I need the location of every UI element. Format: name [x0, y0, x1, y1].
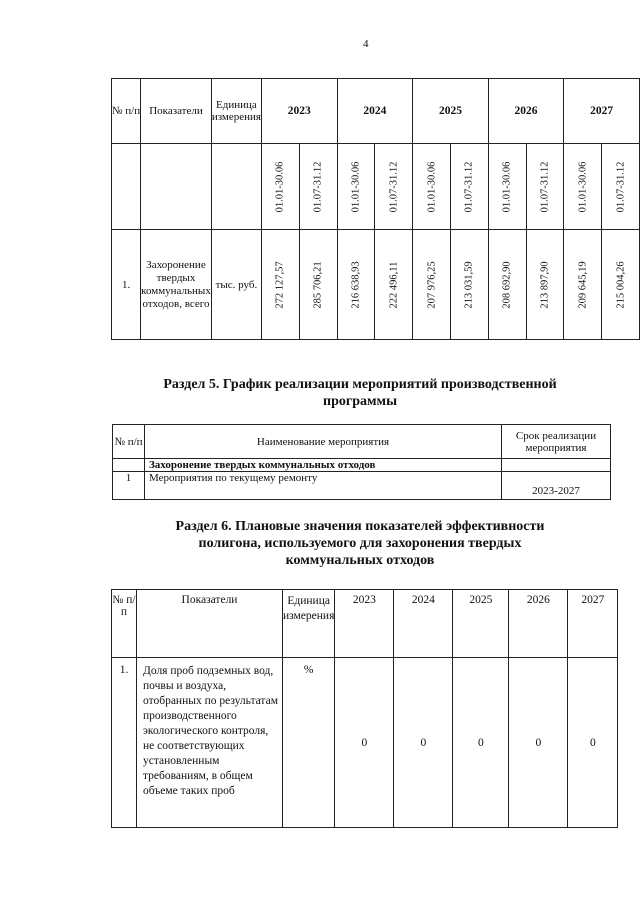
value-text: 222 496,11 — [388, 261, 400, 308]
period-cell — [413, 144, 451, 230]
empty-cell — [502, 459, 611, 472]
value-cell — [413, 230, 451, 340]
period-label: 01.01-30.06 — [426, 161, 438, 212]
value-cell — [375, 230, 413, 340]
period-label: 01.01-30.06 — [274, 161, 286, 212]
page-number: 4 — [363, 38, 369, 50]
col-num-header: № п/п — [112, 79, 141, 144]
row-num: 1. — [112, 658, 137, 828]
value-cell — [337, 230, 375, 340]
section6-title: Раздел 6. Плановые значения показателей эффективности полигона, используемого для захоронения твердых коммунальных отходов — [175, 519, 545, 568]
group-label: Захоронение твердых коммунальных отходов — [145, 459, 502, 472]
value-cell: 0 — [335, 658, 394, 828]
row-indicator: Захоронение твердых коммунальных отходов, всего — [141, 230, 212, 340]
year-header: 2023 — [261, 79, 337, 144]
col-unit-header: Единица измерения — [211, 79, 261, 144]
period-label: 01.07-31.12 — [615, 161, 627, 212]
empty-cell — [211, 144, 261, 230]
row-name: Мероприятия по текущему ремонту — [145, 472, 502, 500]
period-cell — [488, 144, 526, 230]
value-text: 207 976,25 — [426, 260, 438, 309]
value-text: 216 638,93 — [350, 260, 362, 309]
table-row — [112, 230, 640, 340]
value-cell — [299, 230, 337, 340]
row-unit: тыс. руб. — [211, 230, 261, 340]
value-cell — [602, 230, 640, 340]
year-header: 2023 — [335, 590, 394, 658]
value-cell: 0 — [394, 658, 453, 828]
year-header: 2024 — [394, 590, 453, 658]
period-cell — [299, 144, 337, 230]
schedule-table — [112, 424, 611, 500]
empty-cell — [113, 459, 145, 472]
period-label: 01.07-31.12 — [388, 161, 400, 212]
year-header: 2027 — [568, 590, 618, 658]
financial-needs-table — [111, 78, 640, 340]
period-label: 01.01-30.06 — [350, 161, 362, 212]
value-text: 285 706,21 — [312, 260, 324, 309]
year-header: 2025 — [413, 79, 489, 144]
period-cell — [450, 144, 488, 230]
period-cell — [337, 144, 375, 230]
table-row — [112, 658, 618, 828]
row-num: 1. — [112, 230, 141, 340]
col-term-header: Срок реализации мероприятия — [502, 425, 611, 459]
year-header: 2026 — [509, 590, 568, 658]
row-unit: % — [283, 658, 335, 828]
value-text: 272 127,57 — [274, 260, 286, 309]
section5-title: Раздел 5. График реализации мероприятий производственной программы — [163, 377, 557, 409]
period-label: 01.01-30.06 — [501, 161, 513, 212]
year-header: 2026 — [488, 79, 564, 144]
value-text: 215 004,26 — [615, 260, 627, 309]
year-header: 2024 — [337, 79, 413, 144]
empty-cell — [141, 144, 212, 230]
value-text: 209 645,19 — [577, 260, 589, 309]
row-term: 2023-2027 — [502, 472, 611, 500]
period-cell — [564, 144, 602, 230]
row-num: 1 — [113, 472, 145, 500]
empty-cell — [112, 144, 141, 230]
period-label: 01.07-31.12 — [539, 161, 551, 212]
col-name-header: Наименование мероприятия — [145, 425, 502, 459]
period-cell — [375, 144, 413, 230]
col-num-header: № п/п — [113, 425, 145, 459]
value-cell — [488, 230, 526, 340]
col-indicator-header: Показатели — [141, 79, 212, 144]
value-cell — [450, 230, 488, 340]
year-header: 2025 — [453, 590, 509, 658]
value-cell — [526, 230, 564, 340]
period-cell — [526, 144, 564, 230]
efficiency-table — [111, 589, 618, 828]
row-indicator: Доля проб подземных вод, почвы и воздуха, отобранных по результатам производственного экологического контроля, не соответствующих установленным требованиям, в общем объеме таких проб — [137, 658, 283, 828]
col-unit-header: Единица измерения — [283, 590, 335, 658]
value-text: 213 897,90 — [539, 260, 551, 309]
value-text: 213 031,59 — [463, 260, 475, 309]
period-cell — [602, 144, 640, 230]
period-label: 01.07-31.12 — [312, 161, 324, 212]
year-header: 2027 — [564, 79, 640, 144]
period-label: 01.07-31.12 — [463, 161, 475, 212]
value-cell: 0 — [568, 658, 618, 828]
value-text: 208 692,90 — [501, 260, 513, 309]
period-cell — [261, 144, 299, 230]
value-cell — [564, 230, 602, 340]
col-num-header: № п/п — [112, 590, 137, 658]
table-row — [113, 472, 611, 500]
value-cell: 0 — [509, 658, 568, 828]
period-label: 01.01-30.06 — [577, 161, 589, 212]
col-indicator-header: Показатели — [137, 590, 283, 658]
value-cell — [261, 230, 299, 340]
value-cell: 0 — [453, 658, 509, 828]
